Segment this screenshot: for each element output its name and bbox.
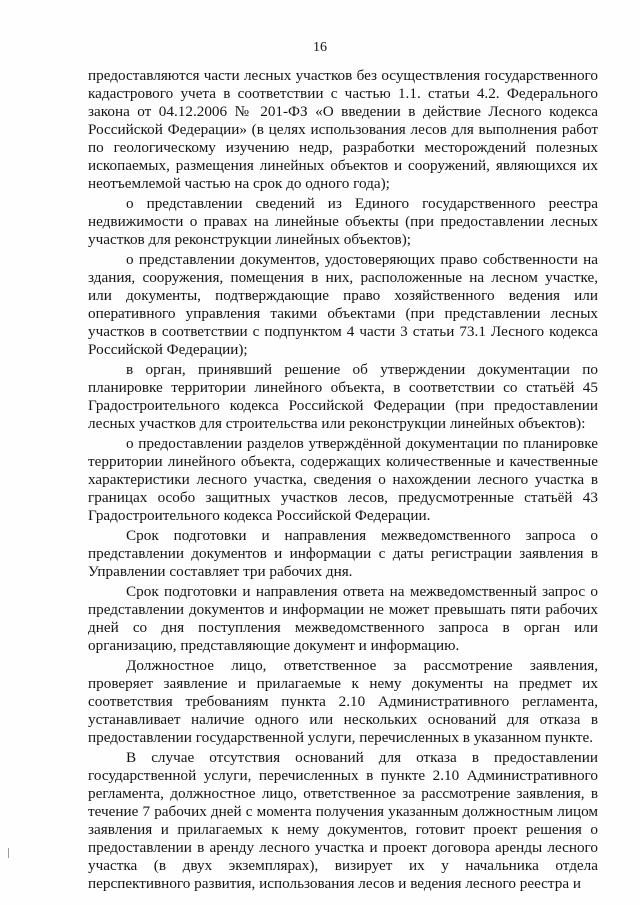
paragraph: Срок подготовки и направления межведомственного запроса о представлении документов и информации с даты регистрации заявления в Управлении составляет три рабочих дня.: [88, 527, 598, 580]
paragraph: Должностное лицо, ответственное за рассмотрение заявления, проверяет заявление и прилагаемые к нему документы на предмет их соответствия требованиям пункта 2.10 Административного регламента, устанавливает наличие одного или нескольких оснований для отказа в предоставлении государственной услуги, перечисленных в указанном пункте.: [88, 657, 598, 746]
scan-margin-mark: [8, 848, 9, 858]
paragraph: о представлении документов, удостоверяющих право собственности на здания, сооружения, помещения в них, расположенные на лесном участке, или документы, подтверждающие право хозяйственного ведения или оперативного управления такими объектами (при представлении лесных участков в соответствии с подпунктом 4 части 3 статьи 73.1 Лесного кодекса Российской Федерации);: [88, 251, 598, 358]
paragraph: о предоставлении разделов утверждённой документации по планировке территории линейного объекта, содержащих количественные и качественные характеристики лесного участка, сведения о нахождении лесного участка в границах особо защитных участков лесов, предусмотренные статьёй 43 Градостроительного кодекса Российской Федерации.: [88, 435, 598, 524]
paragraph: Срок подготовки и направления ответа на межведомственный запрос о представлении документов и информации не может превышать пяти рабочих дней со дня поступления межведомственного запроса в орган или организацию, представляющие документ и информацию.: [88, 583, 598, 654]
document-body: [88, 67, 598, 895]
paragraph: предоставляются части лесных участков без осуществления государственного кадастрового учета в соответствии с частью 1.1. статьи 4.2. Федерального закона от 04.12.2006 № 201-ФЗ «О введении в действие Лесного кодекса Российской Федерации» (в целях использования лесов для выполнения работ по геологическому изучению недр, разработки месторождений полезных ископаемых, размещения линейных объектов и сооружений, являющихся их неотъемлемой частью на срок до одного года);: [88, 67, 598, 192]
paragraph: в орган, принявший решение об утверждении документации по планировке территории линейного объекта, в соответствии со статьёй 45 Градостроительного кодекса Российской Федерации (при предоставлении лесных участков для строительства или реконструкции линейных объектов):: [88, 361, 598, 432]
paragraph: о представлении сведений из Единого государственного реестра недвижимости о правах на линейные объекты (при предоставлении лесных участков для реконструкции линейных объектов);: [88, 195, 598, 248]
page-number: 16: [313, 40, 327, 55]
paragraph: В случае отсутствия оснований для отказа в предоставлении государственной услуги, перечисленных в пункте 2.10 Административного регламента, должностное лицо, ответственное за рассмотрение заявления, в течение 7 рабочих дней с момента получения указанным должностным лицом заявления и прилагаемых к нему документов, готовит проект решения о предоставлении в аренду лесного участка и проект договора аренды лесного участка (в двух экземплярах), визирует их у начальника отдела перспективного развития, использования лесов и ведения лесного реестра и: [88, 749, 598, 892]
